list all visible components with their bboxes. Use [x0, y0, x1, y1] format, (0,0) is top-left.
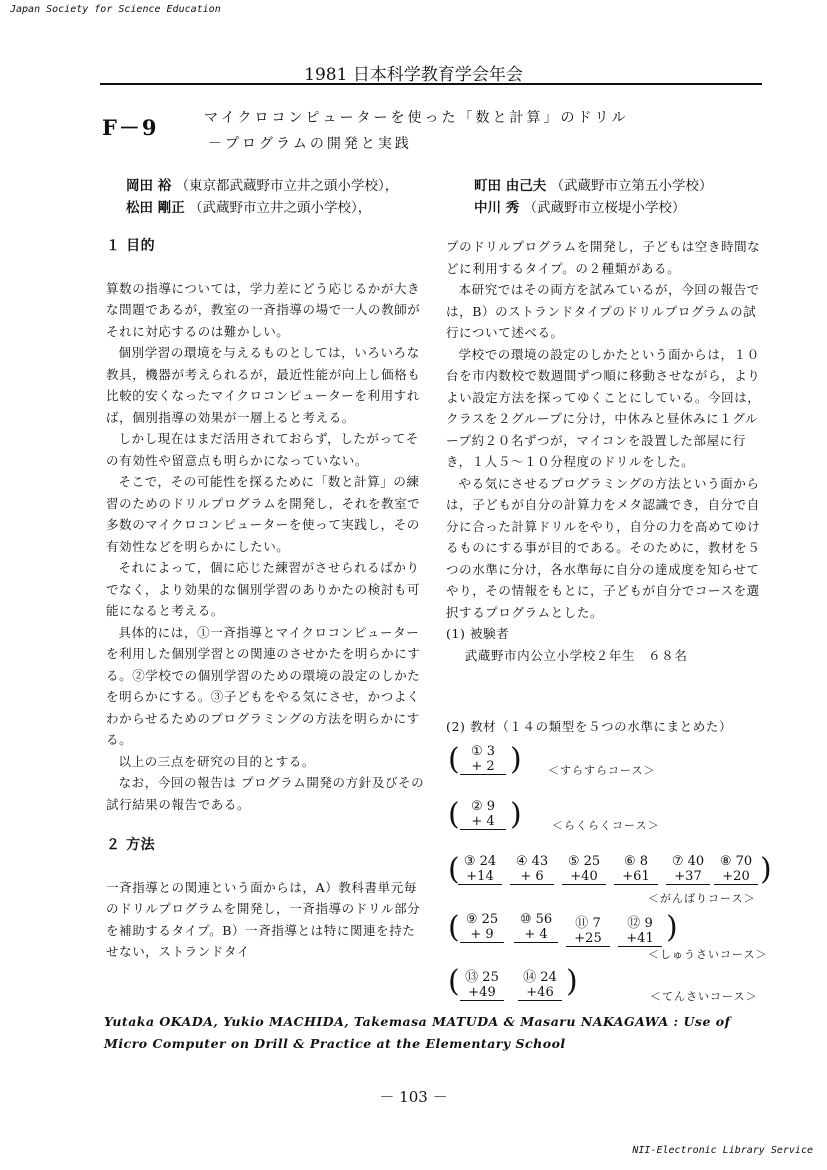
subjects-label: (1) 被験者 [446, 626, 510, 641]
author-affiliation: （武蔵野市立井之頭小学校）， [189, 200, 372, 216]
library-footer: NII-Electronic Library Service [632, 1145, 813, 1156]
bracket-left: ( [448, 797, 460, 832]
problem-group-3 [448, 852, 772, 904]
paragraph: 学校での環境の設定のしかたという面からは，１０台を市内数校で数週間ずつ順に移動させながら，よりよい設定方法を探ってゆくことにしている。今回は，クラスを２グループに分け，中休みと昼休みに１グループ約２０名ずつが，マイコンを設置した部屋に行き，１人５～１０分程度のドリルをした。 [446, 346, 761, 469]
paragraph: 一斉指導との関連という面からは，A）教科書単元毎のドリルプログラムを開発し，一斉指導のドリル部分を補助するタイプ。B）一斉指導とは特に関連を持たせない，ストランドタイ [106, 879, 421, 959]
author-name: 町田 由己夫 [474, 178, 547, 194]
right-column [446, 236, 768, 666]
problem-item: ⑤ 25 +40 [562, 854, 606, 885]
problem-item: ⑦ 40 +37 [666, 854, 710, 885]
bracket-left: ( [448, 852, 460, 887]
course-label: ＜てんさいコース＞ [650, 990, 758, 1003]
author-2 [474, 174, 713, 194]
author-affiliation: （武蔵野市立第五小学校） [550, 178, 713, 194]
problem-item: ④ 43 + 6 [510, 854, 554, 885]
problem-item: ⑫ 9 +41 [618, 912, 662, 947]
bracket-left: ( [448, 910, 460, 945]
problem-group-2 [448, 797, 768, 837]
problem-item: ⑭ 24 +46 [518, 966, 562, 1001]
problem-item: ⑩ 56 + 4 [514, 912, 558, 943]
paragraph: しかし現在はまだ活用されておらず，したがってその有効性や留意点も明らかになっていない。 [106, 431, 419, 468]
society-header: Japan Society for Science Education [10, 4, 221, 15]
paper-title-line1: マイクロコンピューターを使った「数と計算」のドリル [204, 110, 629, 126]
problem-group-1 [448, 742, 768, 782]
author-name: 中川 秀 [474, 200, 520, 216]
english-title-line1: Yutaka OKADA, Yukio MACHIDA, Takemasa MATUDA & Masaru NAKAGAWA : Use of [104, 1014, 731, 1029]
paragraph: プのドリルプログラムを開発し，子どもは空き時間などに利用するタイプ。の２種類がある。 [446, 239, 761, 276]
course-label: ＜しゅうさいコース＞ [648, 948, 768, 961]
bracket-right: ) [510, 797, 522, 832]
author-name: 松田 剛正 [126, 200, 185, 216]
author-4 [474, 196, 686, 216]
page-number: － 103 － [379, 1088, 448, 1106]
bracket-right: ) [510, 742, 522, 777]
materials-label: (2) 教材（１４の類型を５つの水準にまとめた） [446, 719, 733, 734]
problem-item: ⑪ 7 +25 [566, 912, 610, 947]
paragraph: それによって，個に応じた練習がさせられるばかりでなく，より効果的な個別学習のありかたの検討も可能になると考える。 [106, 560, 421, 618]
problem-item: ⑬ 25 +49 [460, 966, 504, 1001]
problem-item: ⑧ 70 +20 [714, 854, 758, 885]
header-rule [100, 83, 762, 85]
subjects-value: 武蔵野市内公立小学校２年生 ６８名 [464, 647, 688, 663]
problem-group-4 [448, 906, 768, 962]
author-1 [126, 174, 398, 194]
bracket-left: ( [448, 742, 460, 777]
conference-title: 1981 日本科学教育学会年会 [304, 65, 523, 85]
bracket-left: ( [448, 964, 460, 999]
problem-group-5 [448, 962, 768, 1008]
problem-item: ① 3 + 2 [460, 744, 506, 775]
paragraph: 以上の三点を研究の目的とする。 [118, 753, 316, 769]
paragraph: 算数の指導については，学力差にどう応じるかが大きな問題であるが，教室の一斉指導の場で一人の教師がそれに対応するのは難かしい。 [106, 280, 421, 339]
course-label: ＜がんばりコース＞ [648, 892, 756, 905]
paper-code: F－9 [102, 115, 159, 140]
section-heading-method: ２ 方法 [106, 837, 156, 853]
bracket-right: ) [666, 910, 678, 945]
paragraph: 個別学習の環境を与えるものとしては，いろいろな教具，機器が考えられるが，最近性能が向上し価格も比較的安くなったマイクロコンピューターを利用すれば，個別指導の効果が一層上ると考える。 [106, 345, 421, 425]
paragraph: 具体的には，①一斉指導とマイクロコンピューターを利用した個別学習との関連のさせかたを明らかにする。②学校での個別学習のための環境の設定のしかたを明らかにする。③子どもをやる気にさせ，かつよくわからせるためのプログラミングの方法を明らかにする。 [106, 624, 421, 747]
bracket-right: ) [566, 964, 578, 999]
problem-item: ② 9 + 4 [460, 799, 506, 830]
author-3 [126, 196, 371, 216]
section-heading-purpose: １ 目的 [106, 238, 156, 254]
paragraph: なお，今回の報告は プログラム開発の方針及びその試行結果の報告である。 [106, 775, 425, 812]
course-label: ＜らくらくコース＞ [552, 819, 660, 832]
course-label: ＜すらすらコース＞ [548, 764, 656, 777]
paper-title-line2: －プログラムの開発と実践 [208, 136, 412, 152]
paragraph: 本研究ではその両方を試みているが，今回の報告では，B）のストランドタイプのドリルプログラムの試行について述べる。 [446, 282, 760, 340]
paragraph: そこで，その可能性を探るために「数と計算」の練習のためのドリルプログラムを開発し，それを教室で多数のマイクロコンピューターを使って実践し，その有効性などを明らかにしたい。 [106, 474, 421, 554]
author-affiliation: （東京都武蔵野市立井之頭小学校）， [175, 178, 399, 194]
problem-item: ⑥ 8 +61 [614, 854, 658, 885]
left-column [106, 236, 426, 963]
problem-item: ③ 24 +14 [458, 854, 502, 885]
paragraph: やる気にさせるプログラミングの方法という面からは，子どもが自分の計算力をメタ認識でき，自分で自分に合った計算ドリルをやり，自分の力を高めてゆけるものにする事が目的である。そのために，教材を５つの水準に分け，各水準毎に自分の達成度を知らせてやり，その情報をもとに，子どもが自分でコースを選択するプログラムとした。 [446, 475, 761, 620]
problem-item: ⑨ 25 + 9 [460, 912, 504, 943]
author-affiliation: （武蔵野市立桜堤小学校） [523, 200, 686, 216]
bracket-right: ) [760, 852, 772, 887]
author-name: 岡田 裕 [126, 178, 172, 194]
english-title-line2: Micro Computer on Drill & Practice at the Elementary School [104, 1036, 566, 1051]
